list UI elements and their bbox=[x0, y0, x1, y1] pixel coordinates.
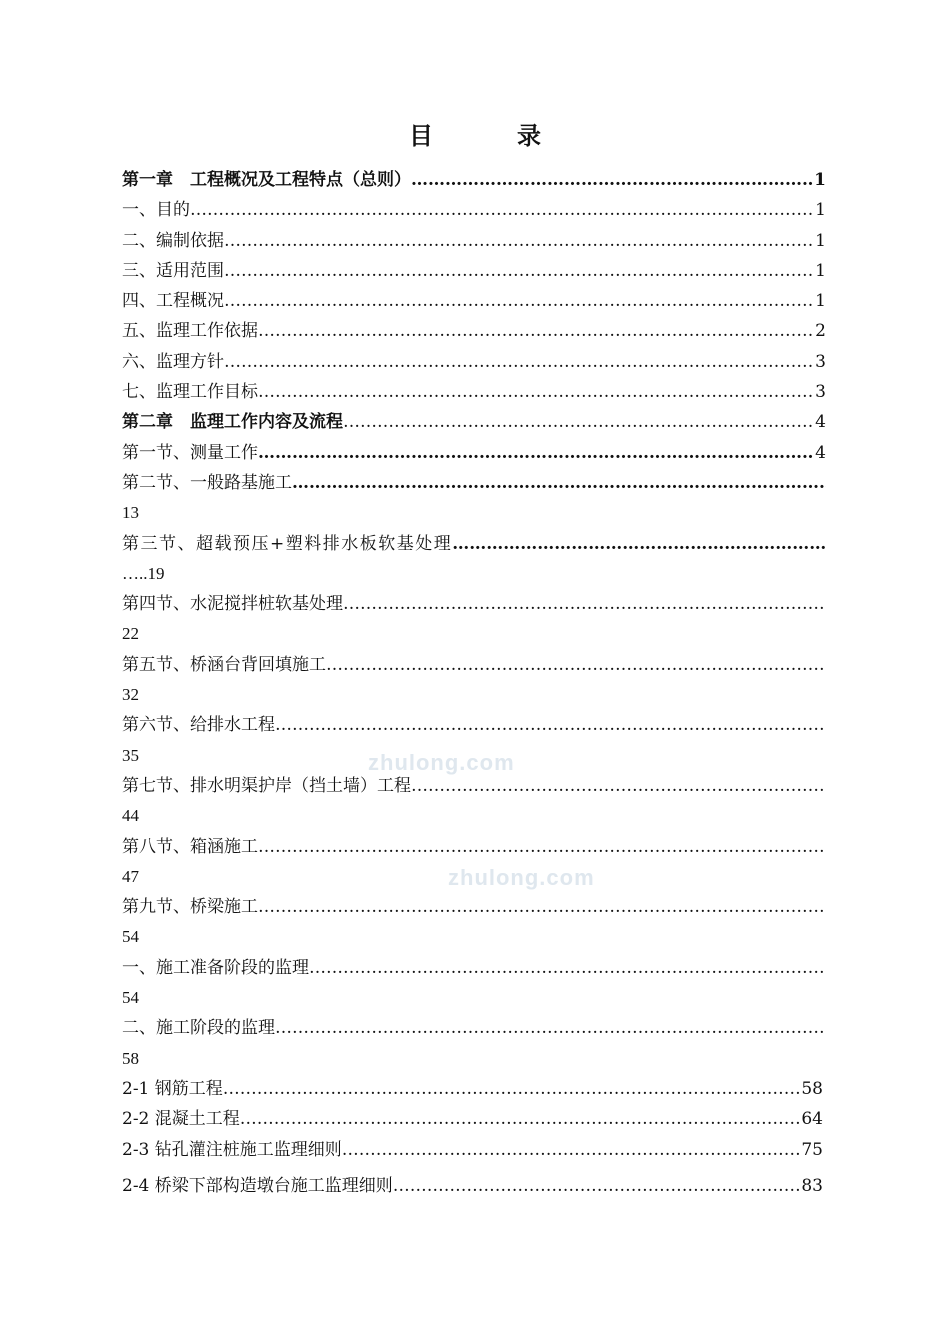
toc-page-number: 54 bbox=[122, 988, 139, 1008]
toc-entry[interactable]: 第九节、桥梁施工 ………………………………………………………………………………………………………………………………………………………………………………………………………………………………… bbox=[122, 892, 826, 922]
toc-page-number: 35 bbox=[122, 745, 139, 765]
leader-dots bbox=[411, 771, 826, 801]
toc-page-number: 44 bbox=[122, 806, 139, 826]
toc-entry[interactable]: 二、施工阶段的监理 ………………………………………………………………………………………………………………………………………………………………………………………………………………………………… bbox=[122, 1013, 826, 1043]
leader-dots bbox=[258, 316, 814, 346]
leader-dots bbox=[258, 377, 814, 407]
toc-entry[interactable]: 三、适用范围 ………………………………………………………………………………………………………………………………………………………………………………………………………………………………… 1 bbox=[122, 256, 826, 286]
leader-dots bbox=[258, 892, 826, 922]
toc-entry-chapter-1[interactable]: 第一章 工程概况及工程特点（总则） ………………………………………………………………………………………………………………………………………………………………………………………………………………………………… 1 bbox=[122, 165, 826, 195]
toc-entry[interactable]: 一、目的 ………………………………………………………………………………………………………………………………………………………………………………………………………………………………… 1 bbox=[122, 195, 826, 225]
leader-dots bbox=[342, 1135, 801, 1165]
toc-page-number: 58 bbox=[122, 1048, 139, 1068]
leader-dots bbox=[275, 710, 826, 740]
toc-entry[interactable]: 2-3 钻孔灌注桩施工监理细则 ………………………………………………………………………………………………………………………………………………………………………………………………………………………………… 75 bbox=[122, 1135, 826, 1165]
leader-dots bbox=[343, 589, 826, 619]
leader-dots bbox=[411, 165, 813, 195]
leader-dots bbox=[258, 438, 814, 468]
watermark-1: zhulong.com bbox=[368, 750, 515, 775]
toc-entry[interactable]: 第五节、桥涵台背回填施工 ………………………………………………………………………………………………………………………………………………………………………………………………………………………………… bbox=[122, 650, 826, 680]
toc-entry[interactable]: 第二节、一般路基施工 ………………………………………………………………………………………………………………………………………………………………………………………………………………………………… bbox=[122, 468, 826, 498]
toc-entry[interactable]: 2-1 钢筋工程 ………………………………………………………………………………………………………………………………………………………………………………………………………………………………… 58 bbox=[122, 1074, 826, 1104]
leader-dots bbox=[258, 832, 826, 862]
toc-entry[interactable]: 2-4 桥梁下部构造墩台施工监理细则 ………………………………………………………………………………………………………………………………………………………………………………………………………………………………… 83 bbox=[122, 1171, 826, 1201]
toc-entry[interactable]: 七、监理工作目标 ………………………………………………………………………………………………………………………………………………………………………………………………………………………………… 3 bbox=[122, 377, 826, 407]
toc-entry[interactable]: 四、工程概况 ………………………………………………………………………………………………………………………………………………………………………………………………………………………………… 1 bbox=[122, 286, 826, 316]
toc-page-number: 47 bbox=[122, 866, 139, 886]
toc-entry[interactable]: 二、编制依据 ………………………………………………………………………………………………………………………………………………………………………………………………………………………………… 1 bbox=[122, 226, 826, 256]
leader-dots bbox=[452, 529, 826, 559]
toc-entry[interactable]: 第七节、排水明渠护岸（挡土墙）工程 ………………………………………………………………………………………………………………………………………………………………………………………………………………………………… bbox=[122, 771, 826, 801]
toc-entry[interactable]: 第三节、超载预压+塑料排水板软基处理 ………………………………………………………………………………………………………………………………………………………………………………………………………………………………… bbox=[122, 529, 826, 559]
table-of-contents bbox=[122, 165, 826, 1201]
toc-page-number: 32 bbox=[122, 685, 139, 705]
leader-dots bbox=[292, 468, 826, 498]
leader-dots bbox=[240, 1104, 801, 1134]
toc-page-number: 13 bbox=[122, 503, 139, 523]
toc-title: 目 录 bbox=[409, 121, 571, 150]
leader-dots bbox=[309, 953, 826, 983]
toc-entry-chapter-2[interactable]: 第二章 监理工作内容及流程 ………………………………………………………………………………………………………………………………………………………………………………………………………………………………… 4 bbox=[122, 407, 826, 437]
toc-entry[interactable]: 第四节、水泥搅拌桩软基处理 ………………………………………………………………………………………………………………………………………………………………………………………………………………………………… bbox=[122, 589, 826, 619]
leader-dots bbox=[326, 650, 826, 680]
leader-dots bbox=[224, 347, 814, 377]
toc-entry[interactable]: 五、监理工作依据 ………………………………………………………………………………………………………………………………………………………………………………………………………………………………… 2 bbox=[122, 316, 826, 346]
leader-dots bbox=[393, 1171, 801, 1201]
leader-dots bbox=[275, 1013, 826, 1043]
leader-dots bbox=[190, 195, 814, 225]
toc-entry[interactable]: 2-2 混凝土工程 ………………………………………………………………………………………………………………………………………………………………………………………………………………………………… 64 bbox=[122, 1104, 826, 1134]
toc-entry[interactable]: 一、施工准备阶段的监理 ………………………………………………………………………………………………………………………………………………………………………………………………………………………………… bbox=[122, 953, 826, 983]
toc-page-number: 22 bbox=[122, 624, 139, 644]
toc-entry[interactable]: 第八节、箱涵施工 ………………………………………………………………………………………………………………………………………………………………………………………………………………………………… bbox=[122, 832, 826, 862]
leader-dots bbox=[224, 256, 814, 286]
leader-dots bbox=[343, 407, 814, 437]
leader-dots bbox=[224, 226, 814, 256]
toc-page-number: 54 bbox=[122, 927, 139, 947]
toc-page-number: …..19 bbox=[122, 563, 165, 583]
toc-entry[interactable]: 第一节、测量工作 ………………………………………………………………………………………………………………………………………………………………………………………………………………………………… 4 bbox=[122, 438, 826, 468]
toc-entry[interactable]: 第六节、给排水工程 ………………………………………………………………………………………………………………………………………………………………………………………………………………………………… bbox=[122, 710, 826, 740]
toc-entry[interactable]: 六、监理方针 ………………………………………………………………………………………………………………………………………………………………………………………………………………………………… 3 bbox=[122, 347, 826, 377]
leader-dots bbox=[223, 1074, 801, 1104]
leader-dots bbox=[224, 286, 814, 316]
watermark-2: zhulong.com bbox=[448, 865, 595, 890]
